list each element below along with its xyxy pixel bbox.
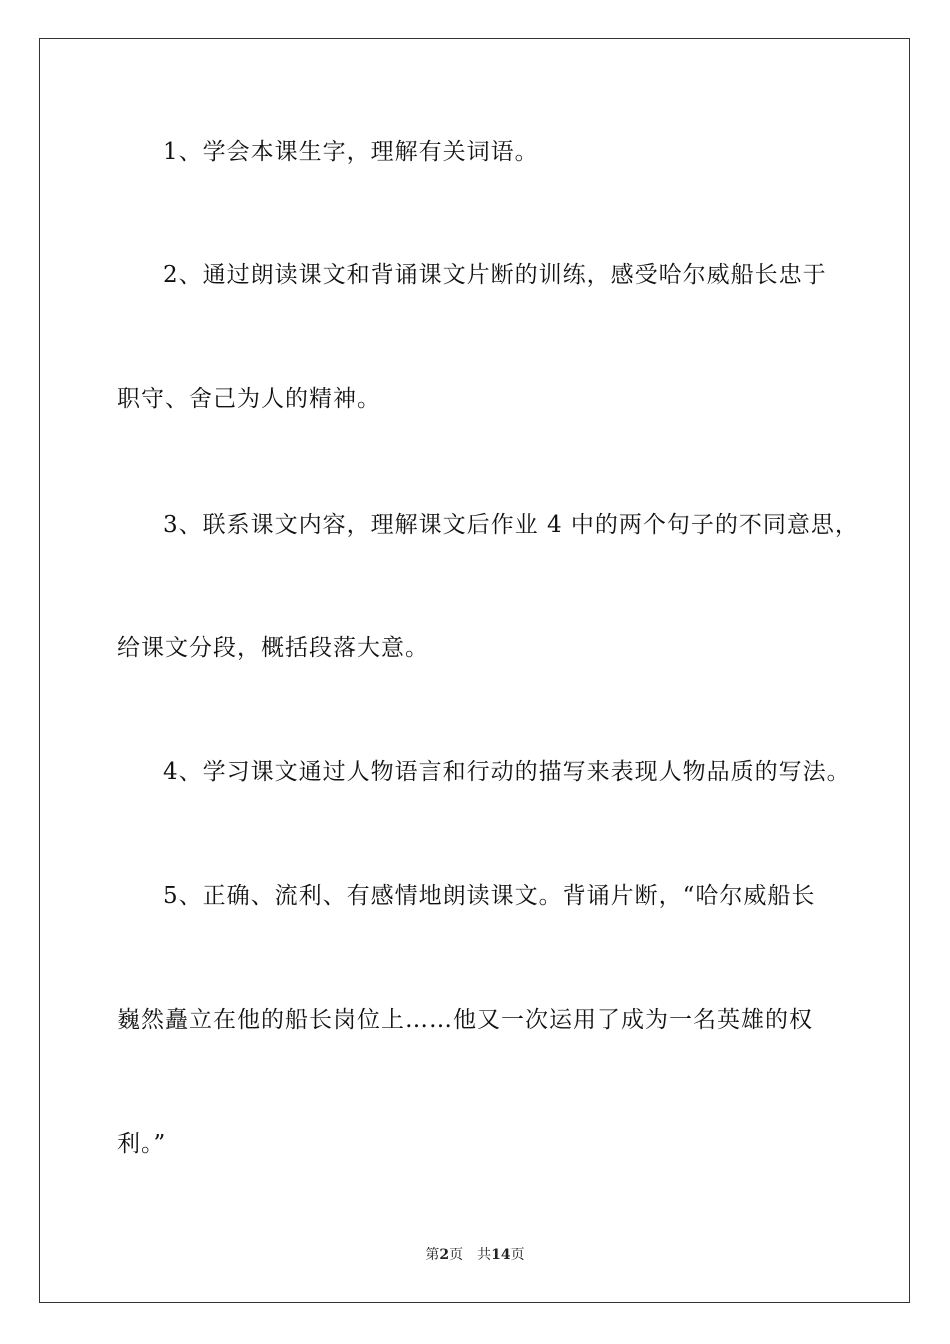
footer-total-suffix: 页 (510, 1247, 525, 1263)
objective-5-line-3: 利。” (117, 1131, 167, 1157)
page-footer (0, 1246, 950, 1264)
objective-2-line-1: 2、通过朗读课文和背诵课文片断的训练，感受哈尔威船长忠于 (163, 262, 827, 288)
page-frame (39, 38, 910, 1303)
footer-page-suffix: 页 (449, 1247, 464, 1263)
objective-3-line-1: 3、联系课文内容，理解课文后作业 4 中的两个句子的不同意思， (163, 512, 859, 538)
footer-page-prefix: 第 (425, 1247, 440, 1263)
objective-3-line-2: 给课文分段，概括段落大意。 (117, 635, 429, 661)
objective-5-line-2: 巍然矗立在他的船长岗位上……他又一次运用了成为一名英雄的权 (117, 1007, 813, 1033)
footer-total-prefix: 共 (477, 1247, 492, 1263)
footer-page-number: 2 (439, 1247, 450, 1263)
footer-total-number: 14 (491, 1247, 511, 1263)
objective-1-line: 1、学会本课生字，理解有关词语。 (163, 139, 539, 165)
objective-4-line: 4、学习课文通过人物语言和行动的描写来表现人物品质的写法。 (163, 759, 851, 785)
objective-2-line-2: 职守、舍己为人的精神。 (117, 386, 381, 412)
objective-5-line-1: 5、正确、流利、有感情地朗读课文。背诵片断，“哈尔威船长 (163, 883, 816, 909)
